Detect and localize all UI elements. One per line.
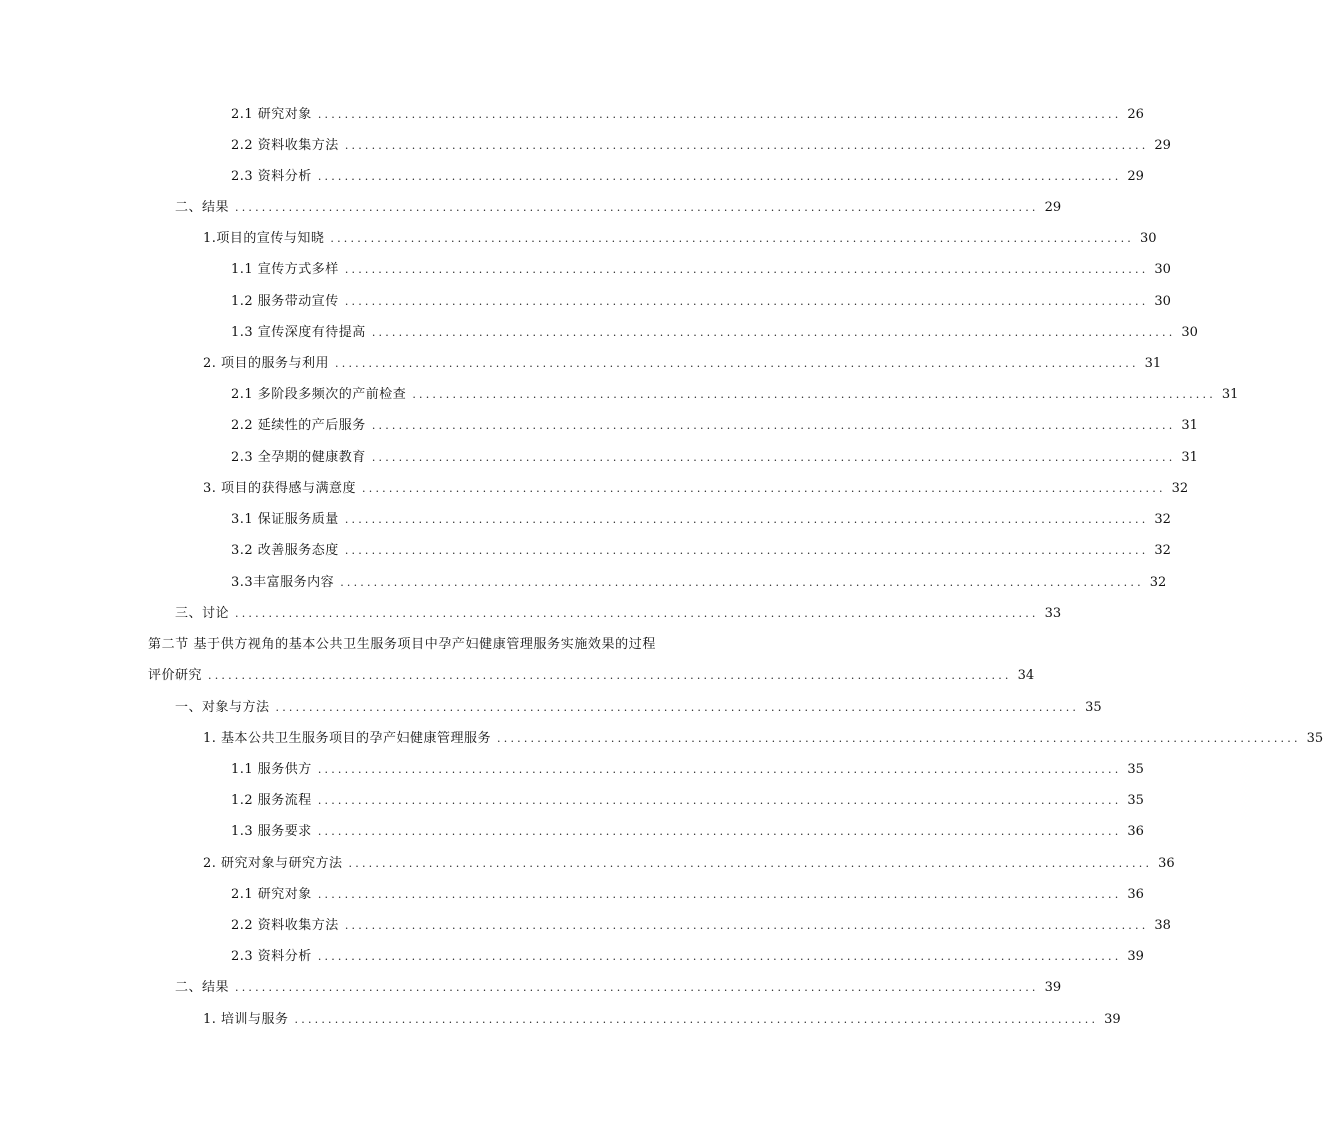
toc-leader-dots: ........................................................................................................................ [412,388,1216,401]
toc-entry-title: 1.1 宣传方式多样 [231,262,339,277]
toc-entry-page: 34 [1017,668,1035,683]
toc-entry[interactable] [231,537,1171,559]
toc-leader-dots: ........................................................................................................................ [317,794,1122,807]
toc-entry-page: 30 [1181,325,1198,340]
toc-leader-dots: ........................................................................................................................ [344,263,1149,276]
toc-leader-dots: ........................................................................................................................ [362,482,1166,495]
toc-entry-page: 31 [1181,418,1198,433]
toc-leader-dots: ........................................................................................................................ [208,669,1012,682]
toc-entry[interactable] [231,101,1144,123]
toc-entry-title: 二、结果 [175,200,230,215]
toc-leader-dots: ........................................................................................................................ [317,950,1122,963]
toc-entry-title: 2.3 资料分析 [231,949,312,964]
toc-entry-title: 1.1 服务供方 [231,762,312,777]
toc-entry-title: 2.2 资料收集方法 [231,918,339,933]
toc-entry[interactable] [231,569,1167,591]
toc-entry-page: 31 [1144,356,1162,371]
toc-leader-dots: ........................................................................................................................ [317,763,1122,776]
toc-entry-title: 2.3 资料分析 [231,169,312,184]
toc-entry-page: 32 [1171,481,1189,496]
toc-leader-dots: ........................................................................................................................ [344,295,1149,308]
toc-entry[interactable] [231,319,1198,341]
toc-leader-dots: ........................................................................................................................ [335,357,1139,370]
toc-entry[interactable] [203,475,1189,497]
toc-leader-dots: ........................................................................................................................ [344,544,1149,557]
toc-entry-page: 38 [1154,918,1171,933]
toc-entry-title: 2.2 延续性的产后服务 [231,418,366,433]
toc-entry-page: 33 [1044,606,1062,621]
toc-entry-title: 二、结果 [175,980,230,995]
toc-entry-title: 2. 研究对象与研究方法 [203,856,343,871]
toc-entry[interactable] [231,818,1144,840]
toc-leader-dots: ........................................................................................................................ [317,170,1122,183]
toc-entry[interactable] [231,412,1198,434]
toc-entry-page: 26 [1127,107,1144,122]
toc-leader-dots: ........................................................................................................................ [344,919,1149,932]
toc-entry-page: 39 [1127,949,1144,964]
toc-leader-dots: ........................................................................................................................ [371,451,1176,464]
toc-entry-title: 一、对象与方法 [175,700,270,715]
toc-entry-title: 2.1 研究对象 [231,887,312,902]
toc-entry[interactable] [231,943,1144,965]
toc-entry[interactable] [175,600,1062,622]
toc-entry[interactable] [231,132,1171,154]
toc-entry-title: 2.2 资料收集方法 [231,138,339,153]
toc-entry-page: 39 [1104,1012,1121,1027]
toc-entry[interactable] [203,850,1175,872]
toc-entry[interactable] [231,288,1171,310]
toc-entry-page: 30 [1154,262,1171,277]
toc-entry[interactable] [231,444,1198,466]
toc-entry[interactable] [231,381,1239,403]
toc-entry-page: 39 [1044,980,1062,995]
toc-entry-title: 2.1 多阶段多频次的产前检查 [231,387,407,402]
toc-entry-title: 1.2 服务带动宣传 [231,294,339,309]
toc-entry-title: 3. 项目的获得感与满意度 [203,481,357,496]
toc-entry-title: 评价研究 [148,668,203,683]
toc-entry-page: 30 [1140,231,1157,246]
toc-leader-dots: ........................................................................................................................ [371,326,1176,339]
toc-entry[interactable] [231,256,1171,278]
toc-entry-title: 1.2 服务流程 [231,793,312,808]
toc-leader-dots: ........................................................................................................................ [344,513,1149,526]
toc-entry-page: 36 [1127,887,1144,902]
toc-entry-page: 36 [1127,824,1144,839]
toc-entry-title: 1. 基本公共卫生服务项目的孕产妇健康管理服务 [203,731,492,746]
toc-entry-page: 30 [1154,294,1171,309]
toc-entry[interactable] [231,163,1144,185]
toc-entry[interactable] [175,974,1062,996]
toc-entry-page: 29 [1127,169,1144,184]
toc-leader-dots: ........................................................................................................................ [275,701,1080,714]
toc-entry-title: 三、讨论 [175,606,230,621]
toc-entry-title: 3.2 改善服务态度 [231,543,339,558]
toc-leader-dots: ........................................................................................................................ [317,825,1122,838]
toc-entry-title: 1.3 服务要求 [231,824,312,839]
toc-entry-section-heading[interactable] [148,631,674,653]
toc-entry[interactable] [231,787,1144,809]
toc-leader-dots: ........................................................................................................................ [235,607,1039,620]
toc-leader-dots: ........................................................................................................................ [330,232,1134,245]
toc-entry-title: 2.1 研究对象 [231,107,312,122]
toc-entry-title: 第二节 基于供方视角的基本公共卫生服务项目中孕产妇健康管理服务实施效果的过程 [148,637,656,652]
toc-leader-dots: ........................................................................................................................ [235,981,1039,994]
toc-leader-dots: ........................................................................................................................ [294,1013,1099,1026]
toc-entry[interactable] [231,506,1171,528]
toc-entry[interactable] [175,694,1102,716]
toc-leader-dots: ........................................................................................................................ [497,732,1301,745]
toc-entry-page: 35 [1085,700,1102,715]
toc-entry[interactable] [203,1006,1121,1028]
toc-leader-dots: ........................................................................................................................ [317,108,1122,121]
toc-entry-title: 1. 培训与服务 [203,1012,289,1027]
toc-entry[interactable] [148,662,1035,684]
toc-entry-page: 35 [1127,793,1144,808]
toc-leader-dots: ........................................................................................................................ [317,888,1122,901]
toc-entry-page: 31 [1181,450,1198,465]
toc-entry-page: 32 [1154,543,1171,558]
toc-entry-title: 3.3丰富服务内容 [231,575,335,590]
toc-entry-title: 3.1 保证服务质量 [231,512,339,527]
toc-entry-title: 1.项目的宣传与知晓 [203,231,325,246]
toc-entry[interactable] [231,756,1144,778]
toc-entry[interactable] [175,194,1062,216]
toc-entry[interactable] [203,350,1162,372]
toc-entry[interactable] [231,881,1144,903]
toc-entry-page: 31 [1221,387,1239,402]
toc-entry[interactable] [203,725,1323,747]
toc-entry-page: 29 [1154,138,1171,153]
toc-leader-dots: ........................................................................................................................ [340,576,1144,589]
toc-leader-dots: ........................................................................................................................ [371,419,1176,432]
toc-entry-page: 35 [1306,731,1323,746]
toc-entry-page: 29 [1044,200,1062,215]
toc-leader-dots: ........................................................................................................................ [235,201,1039,214]
toc-entry[interactable] [203,225,1157,247]
toc-entry-page: 35 [1127,762,1144,777]
toc-leader-dots: ........................................................................................................................ [348,857,1153,870]
toc-entry[interactable] [231,912,1171,934]
toc-entry-title: 1.3 宣传深度有待提高 [231,325,366,340]
toc-entry-title: 2. 项目的服务与利用 [203,356,330,371]
toc-entry-page: 36 [1158,856,1175,871]
toc-entry-page: 32 [1154,512,1171,527]
toc-entry-page: 32 [1149,575,1167,590]
toc-entry-title: 2.3 全孕期的健康教育 [231,450,366,465]
toc-leader-dots: ........................................................................................................................ [344,139,1149,152]
